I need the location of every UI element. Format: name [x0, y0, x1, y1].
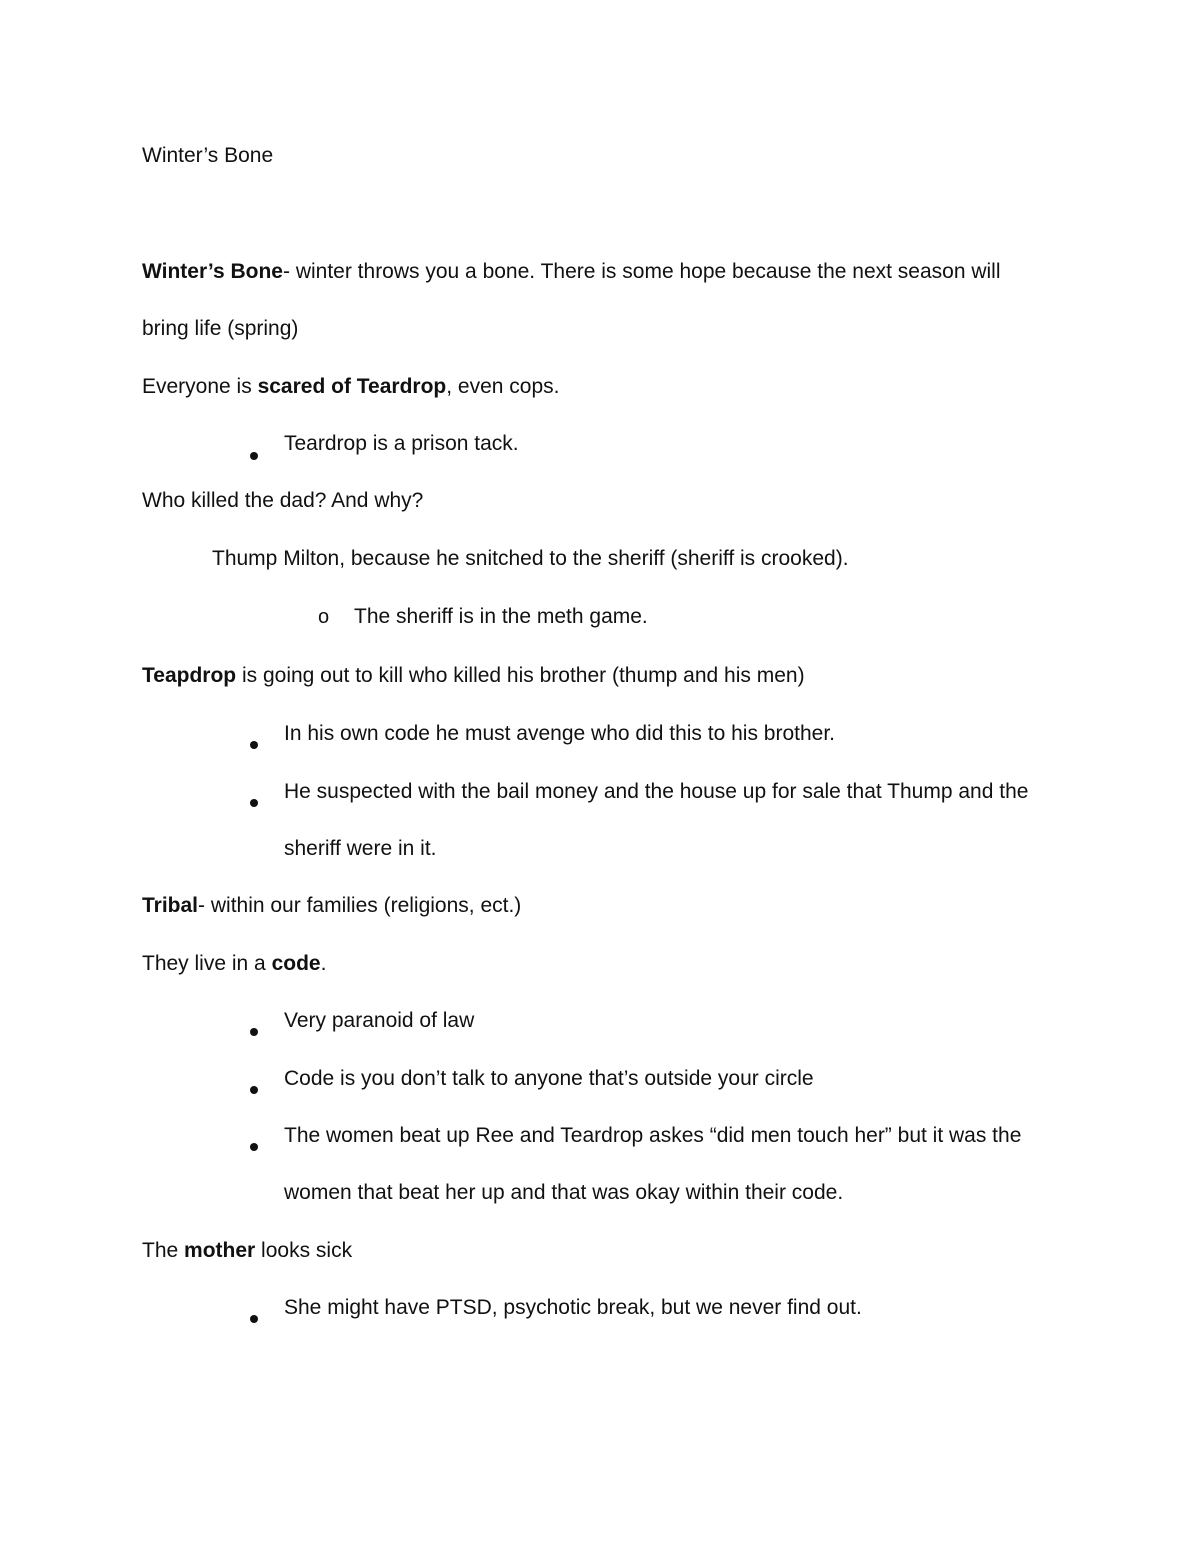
list-item: The sheriff is in the meth game. — [354, 605, 648, 628]
list-item: The women beat up Ree and Teardrop askes “did men touch her” but it was the — [284, 1124, 1022, 1147]
paragraph-mother: The mother looks sick — [142, 1239, 353, 1262]
list-item-continuation: sheriff were in it. — [284, 837, 437, 860]
paragraph-code: They live in a code. — [142, 952, 327, 975]
list-item: In his own code he must avenge who did this to his brother. — [284, 722, 835, 745]
bullet-icon — [250, 1016, 258, 1044]
list-item: She might have PTSD, psychotic break, but we never find out. — [284, 1296, 862, 1319]
paragraph-text: - winter throws you a bone. There is some hope because the next season will — [283, 260, 1001, 283]
paragraph-teapdrop: Teapdrop is going out to kill who killed his brother (thump and his men) — [142, 664, 805, 687]
list-item: He suspected with the bail money and the house up for sale that Thump and the — [284, 780, 1029, 803]
answer-line: Thump Milton, because he snitched to the sheriff (sheriff is crooked). — [212, 547, 849, 570]
bullet-icon — [250, 1303, 258, 1331]
bullet-icon — [250, 1131, 258, 1159]
list-item: Very paranoid of law — [284, 1009, 475, 1032]
bullet-icon — [250, 440, 258, 468]
paragraph-tribal: Tribal- within our families (religions, ect.) — [142, 894, 522, 917]
list-item-continuation: women that beat her up and that was okay within their code. — [284, 1181, 844, 1204]
term-tribal: Tribal — [142, 894, 199, 917]
bullet-icon — [250, 787, 258, 815]
bullet-icon — [250, 729, 258, 757]
document-title: Winter’s Bone — [142, 144, 274, 167]
term-mother: mother — [184, 1239, 256, 1262]
paragraph-winters-bone — [142, 258, 1001, 286]
paragraph-teardrop: Everyone is scared of Teardrop, even cops. — [142, 375, 560, 398]
term-scared-of-teardrop: scared of Teardrop — [257, 375, 447, 398]
question-heading: Who killed the dad? And why? — [142, 489, 424, 512]
paragraph-continuation: bring life (spring) — [142, 317, 299, 340]
list-item: Teardrop is a prison tack. — [284, 432, 519, 455]
term-teapdrop: Teapdrop — [142, 664, 237, 687]
circle-bullet-icon: o — [318, 606, 330, 628]
bullet-icon — [250, 1074, 258, 1102]
term-winters-bone: Winter’s Bone — [142, 260, 283, 283]
list-item: Code is you don’t talk to anyone that’s outside your circle — [284, 1067, 814, 1090]
term-code: code — [271, 952, 321, 975]
